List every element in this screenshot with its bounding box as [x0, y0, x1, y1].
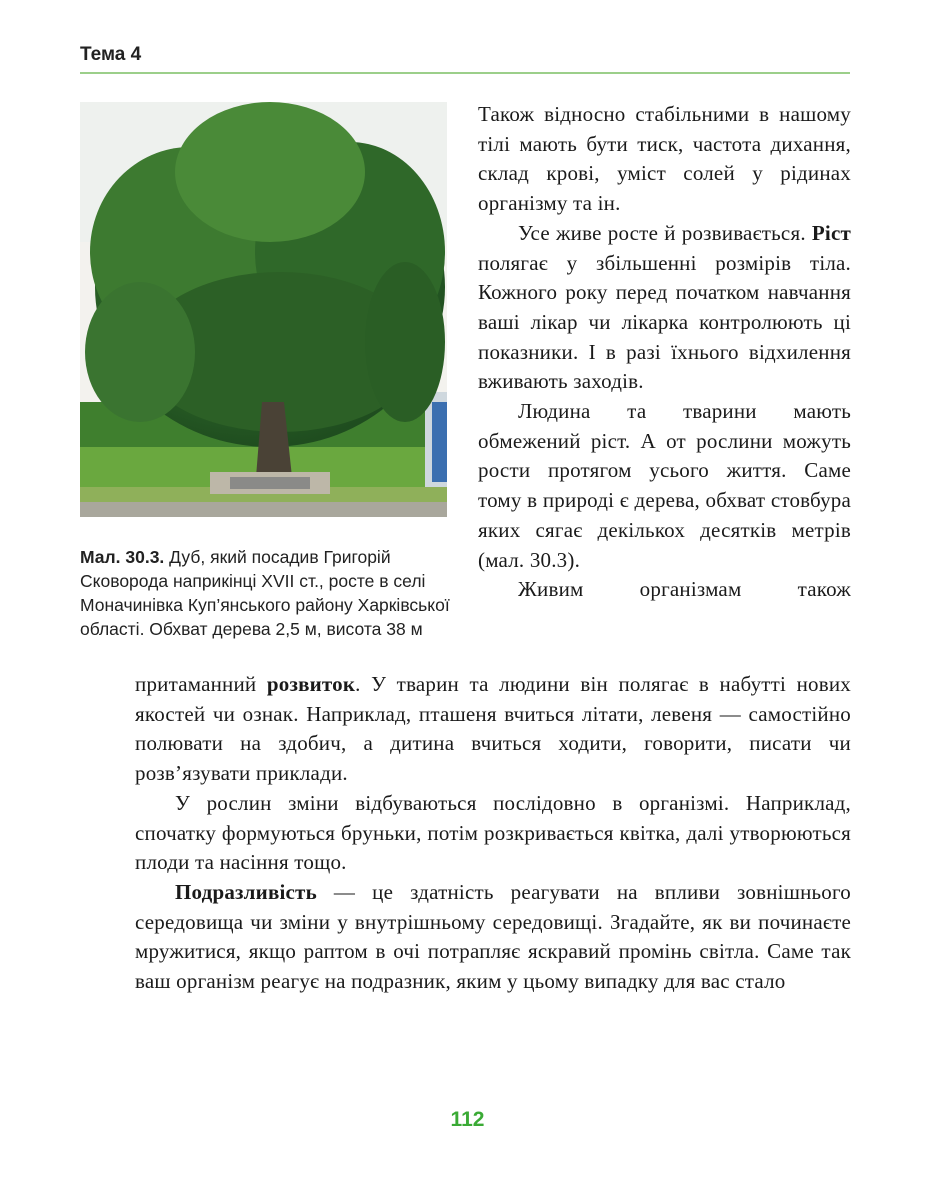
paragraph: притаманний розвиток. У тварин та людини він полягає в набутті нових якостей чи ознак. Наприклад, пташеня вчиться літати, левеня — самостійно полювати на здобич, а дитина вчиться ходити, говорити, писати чи розв’язувати приклади.: [135, 672, 851, 786]
paragraph: Також відносно стабільними в нашому тілі мають бути тиск, частота дихання, склад крові, уміст солей у рідинах організму та ін.: [478, 102, 851, 216]
figure-caption: [80, 545, 465, 641]
paragraph: Усе живе росте й розвивається. Ріст полягає у збільшенні розмірів тіла. Кожного року перед початком навчання ваші лікар чи лікарка контролюють ці показники. І в разі їхнього відхилення вживають заходів.: [478, 220, 851, 394]
paragraph: Подразливість — це здатність реагувати на впливи зовнішнього середовища чи зміни у внутрішньому середовищі. Згадайте, як ви починаєте мружитися, якщо раптом в очі потрапляє яскравий промінь світла. Саме так ваш організм реагує на подразник, яким у цьому випадку для вас стало: [135, 879, 851, 994]
oak-tree-image: [80, 102, 447, 517]
page-header: [80, 42, 850, 74]
right-column-text: [478, 100, 851, 605]
caption-text: Дуб, який посадив Григорій Сковорода наприкінці XVII ст., росте в селі Моначинівка Куп’янського району Харківської області. Обхват дерева 2,5 м, висота 38 м: [80, 547, 450, 639]
page-number: 112: [450, 1108, 485, 1131]
oak-tree-photo: [80, 102, 447, 517]
term-growth: Ріст: [811, 220, 851, 245]
full-width-text: [135, 670, 851, 997]
term-development: розвиток: [266, 672, 356, 696]
term-irritability: Подразливість: [175, 879, 317, 904]
topic-label: Тема 4: [80, 44, 142, 65]
caption-label: Мал. 30.3.: [80, 547, 165, 567]
paragraph: У рослин зміни відбуваються послідовно в організмі. Наприклад, спочатку формуються бруньки, потім розкривається квітка, далі утворюються плоди та насіння тощо.: [135, 790, 851, 875]
paragraph-start: Живим організмам також: [518, 577, 851, 602]
paragraph: Людина та тварини мають обмежений ріст. А от рослини можуть рости протягом усього життя. Саме тому в природі є дерева, обхват стовбура яких сягає декількох десятків метрів (мал. 30.3).: [478, 399, 851, 572]
